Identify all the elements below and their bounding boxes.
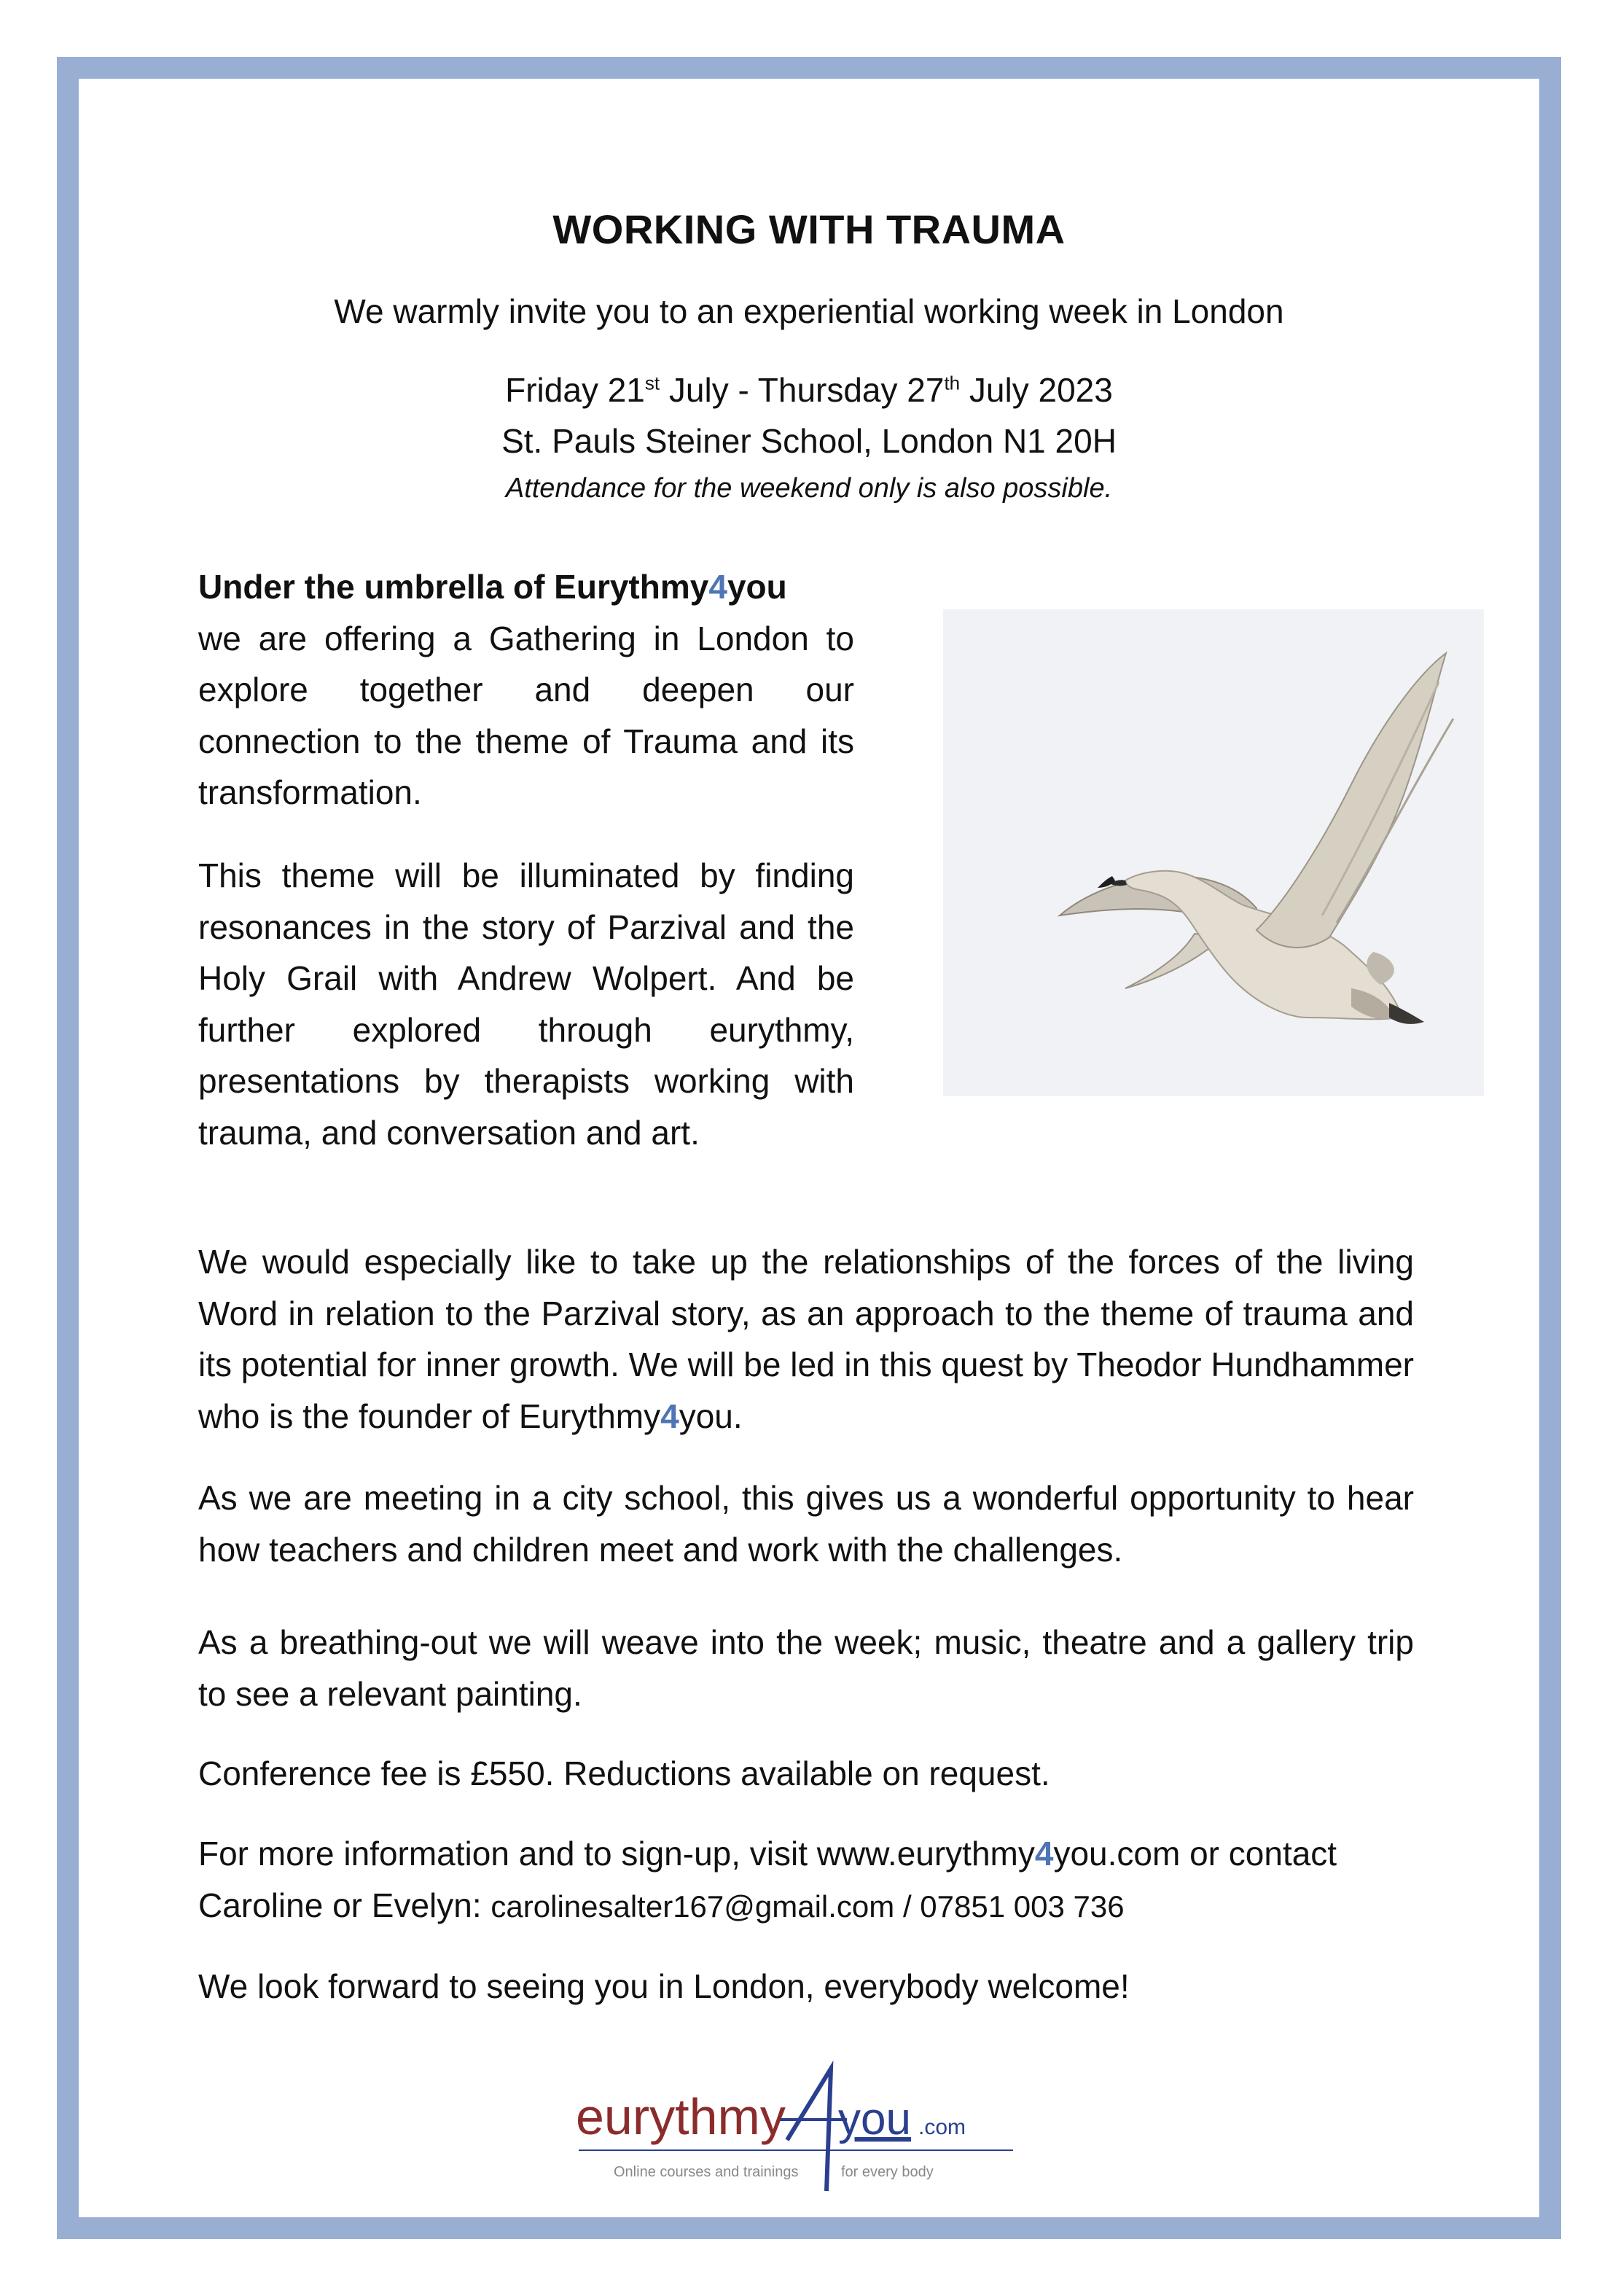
- breathing-out-paragraph: As a breathing-out we will weave into the week; music, theatre and a gallery trip to see a relevant painting.: [198, 1623, 1414, 1713]
- closing-paragraph: We look forward to seeing you in London, everybody welcome!: [198, 1967, 1130, 2005]
- theme-paragraph: This theme will be illuminated by finding resonances in the story of Parzival and the Holy Grail with Andrew Wolpert. And be further explored through eurythmy, presentations by therapists working with trauma, and conversation and art.: [198, 856, 854, 1152]
- logo-tagline-left: Online courses and trainings: [614, 2164, 799, 2180]
- intro-paragraph: Under the umbrella of Eurythmy4you we are offering a Gathering in London to explore together and deepen our connection to the theme of Trauma and its transformation.: [198, 568, 854, 811]
- page-title: WORKING WITH TRAUMA: [552, 206, 1066, 252]
- logo-word: eurythmy: [576, 2088, 786, 2145]
- logo-tagline-right: for every body: [841, 2164, 934, 2180]
- fee-paragraph: Conference fee is £550. Reductions available on request.: [198, 1754, 1050, 1792]
- date-range: Friday 21st July - Thursday 27th July 2023: [505, 371, 1113, 409]
- subtitle: We warmly invite you to an experiential working week in London: [334, 292, 1284, 330]
- swan-photo: [943, 609, 1484, 1096]
- venue: St. Pauls Steiner School, London N1 20H: [501, 422, 1117, 460]
- contact-details[interactable]: carolinesalter167@gmail.com / 07851 003 736: [491, 1889, 1125, 1924]
- logo-graphic: [576, 2054, 1028, 2200]
- city-school-paragraph: As we are meeting in a city school, this gives us a wonderful opportunity to hear how teachers and children meet and work with the challenges.: [198, 1479, 1414, 1569]
- contact-paragraph: For more information and to sign-up, visit www.eurythmy4you.com or contact Caroline or Evelyn: carolinesalter167@gmail.com / 07851 003 736: [198, 1835, 1337, 1924]
- eurythmy4you-logo: [576, 2054, 1028, 2200]
- swan-in-flight-photo: [943, 609, 1484, 1096]
- logo-com: .com: [918, 2115, 966, 2139]
- event-dates-block: [0, 364, 1618, 510]
- attendance-note: Attendance for the weekend only is also possible.: [505, 473, 1113, 504]
- logo-you: you: [838, 2094, 911, 2144]
- purpose-paragraph: We would especially like to take up the relationships of the forces of the living Word in relation to the Parzival story, as an approach to the theme of trauma and its potential for inner growth. We will be led in this quest by Theodor Hundhammer who is the founder of Eurythmy4you.: [198, 1243, 1414, 1435]
